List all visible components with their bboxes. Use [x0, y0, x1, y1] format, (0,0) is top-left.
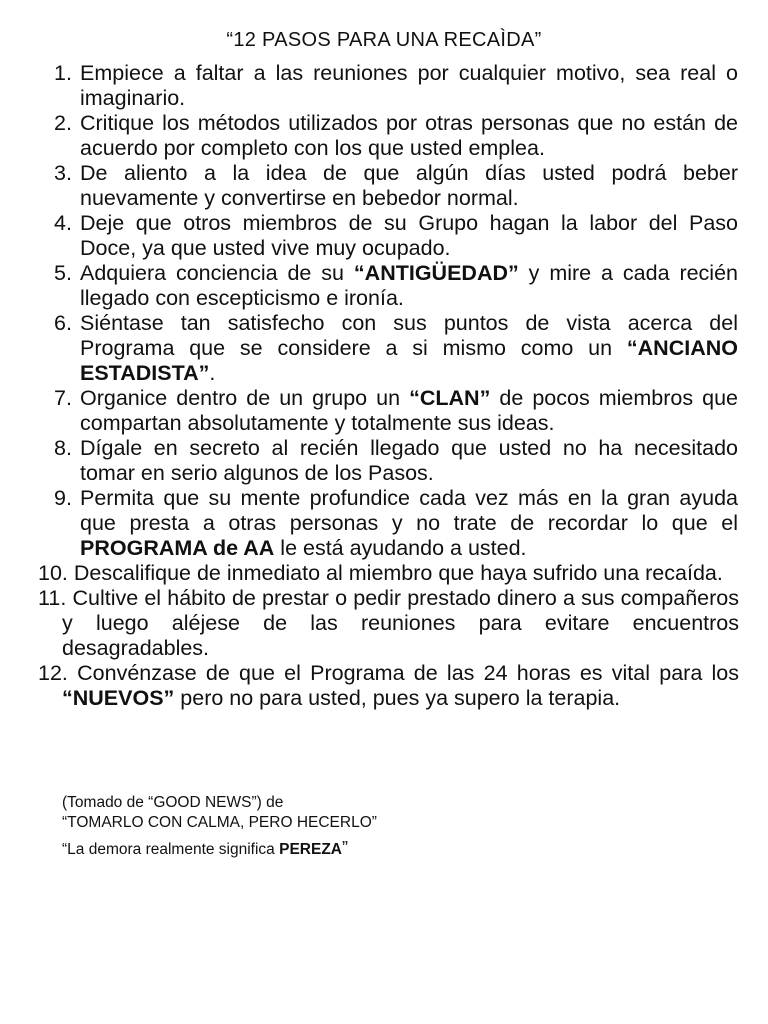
- step-number: 7.: [54, 386, 72, 410]
- step-number: 10.: [38, 561, 68, 585]
- step-item: [0, 386, 738, 436]
- step-item: [0, 211, 738, 261]
- closing-emphasis: PEREZA: [279, 841, 342, 858]
- step-text: [80, 261, 738, 310]
- step-text: [62, 661, 739, 710]
- step-item: [0, 261, 738, 311]
- step-number: 1.: [54, 61, 72, 85]
- step-text: Empiece a faltar a las reuniones por cualquier motivo, sea real o imaginario.: [80, 61, 738, 110]
- step-text-after: .: [209, 361, 216, 385]
- step-emphasis: “CLAN”: [409, 386, 491, 410]
- step-number: 8.: [54, 436, 72, 460]
- step-text-after: pero no para usted, pues ya supero la terapia.: [174, 686, 621, 710]
- step-item: [0, 661, 739, 711]
- step-emphasis: “ANTIGÜEDAD”: [353, 261, 519, 285]
- step-text: Cultive el hábito de prestar o pedir prestado dinero a sus compañeros y luego aléjese de las reuniones para evitare encuentros desagradables.: [62, 586, 739, 660]
- source-line: (Tomado de “GOOD NEWS”) de: [62, 794, 284, 811]
- document-title: “12 PASOS PARA UNA RECAÌDA”: [226, 29, 542, 51]
- step-text-before: Convénzase de que el Programa de las 24 horas es vital para los: [77, 661, 739, 685]
- step-text: Critique los métodos utilizados por otras personas que no están de acuerdo por completo con los que usted emplea.: [80, 111, 738, 160]
- step-number: 2.: [54, 111, 72, 135]
- step-text-before: Permita que su mente profundice cada vez más en la gran ayuda que presta a otras personas y no trate de recordar lo que el: [80, 486, 738, 535]
- step-item: [0, 161, 738, 211]
- step-number: 3.: [54, 161, 72, 185]
- step-item: [0, 561, 739, 586]
- step-number: 6.: [54, 311, 72, 335]
- steps-list: [0, 61, 768, 711]
- step-item: [0, 111, 738, 161]
- closing-quote: ”: [341, 838, 348, 858]
- step-text-after: y mire a cada recién llegado con escepticismo e ironía.: [80, 261, 739, 310]
- step-text: [80, 486, 738, 560]
- source-line: “TOMARLO CON CALMA, PERO HECERLO”: [62, 814, 377, 831]
- step-number: 5.: [54, 261, 72, 285]
- step-text-before: Adquiera conciencia de su: [80, 261, 354, 285]
- step-text: De aliento a la idea de que algún días usted podrá beber nuevamente y convertirse en bebedor normal.: [80, 161, 738, 210]
- step-text-after: le está ayudando a usted.: [274, 536, 527, 560]
- step-number: 9.: [54, 486, 72, 510]
- step-emphasis: “ANCIANO ESTADISTA”: [80, 336, 738, 385]
- step-item: [0, 436, 738, 486]
- step-number: 4.: [54, 211, 72, 235]
- step-item: [0, 61, 738, 111]
- closing-text: “La demora realmente significa: [62, 841, 280, 858]
- step-text: [80, 386, 738, 435]
- step-text: Descalifique de inmediato al miembro que haya sufrido una recaída.: [73, 561, 723, 585]
- step-text: [80, 311, 738, 385]
- step-number: 11.: [38, 586, 67, 610]
- step-item: [0, 586, 739, 661]
- step-emphasis: PROGRAMA de AA: [80, 536, 275, 560]
- step-number: 12.: [38, 661, 68, 685]
- step-text-before: Siéntase tan satisfecho con sus puntos de vista acerca del Programa que se considere a si mismo como un: [80, 311, 738, 360]
- step-text: Dígale en secreto al recién llegado que usted no ha necesitado tomar en serio algunos de los Pasos.: [80, 436, 738, 485]
- step-item: [0, 311, 738, 386]
- step-item: [0, 486, 738, 561]
- step-text-before: Organice dentro de un grupo un: [80, 386, 410, 410]
- step-emphasis: “NUEVOS”: [62, 686, 175, 710]
- closing-line: [62, 838, 348, 860]
- step-text-after: de pocos miembros que compartan absolutamente y totalmente sus ideas.: [80, 386, 738, 435]
- step-text: Deje que otros miembros de su Grupo hagan la labor del Paso Doce, ya que usted vive muy ocupado.: [80, 211, 738, 260]
